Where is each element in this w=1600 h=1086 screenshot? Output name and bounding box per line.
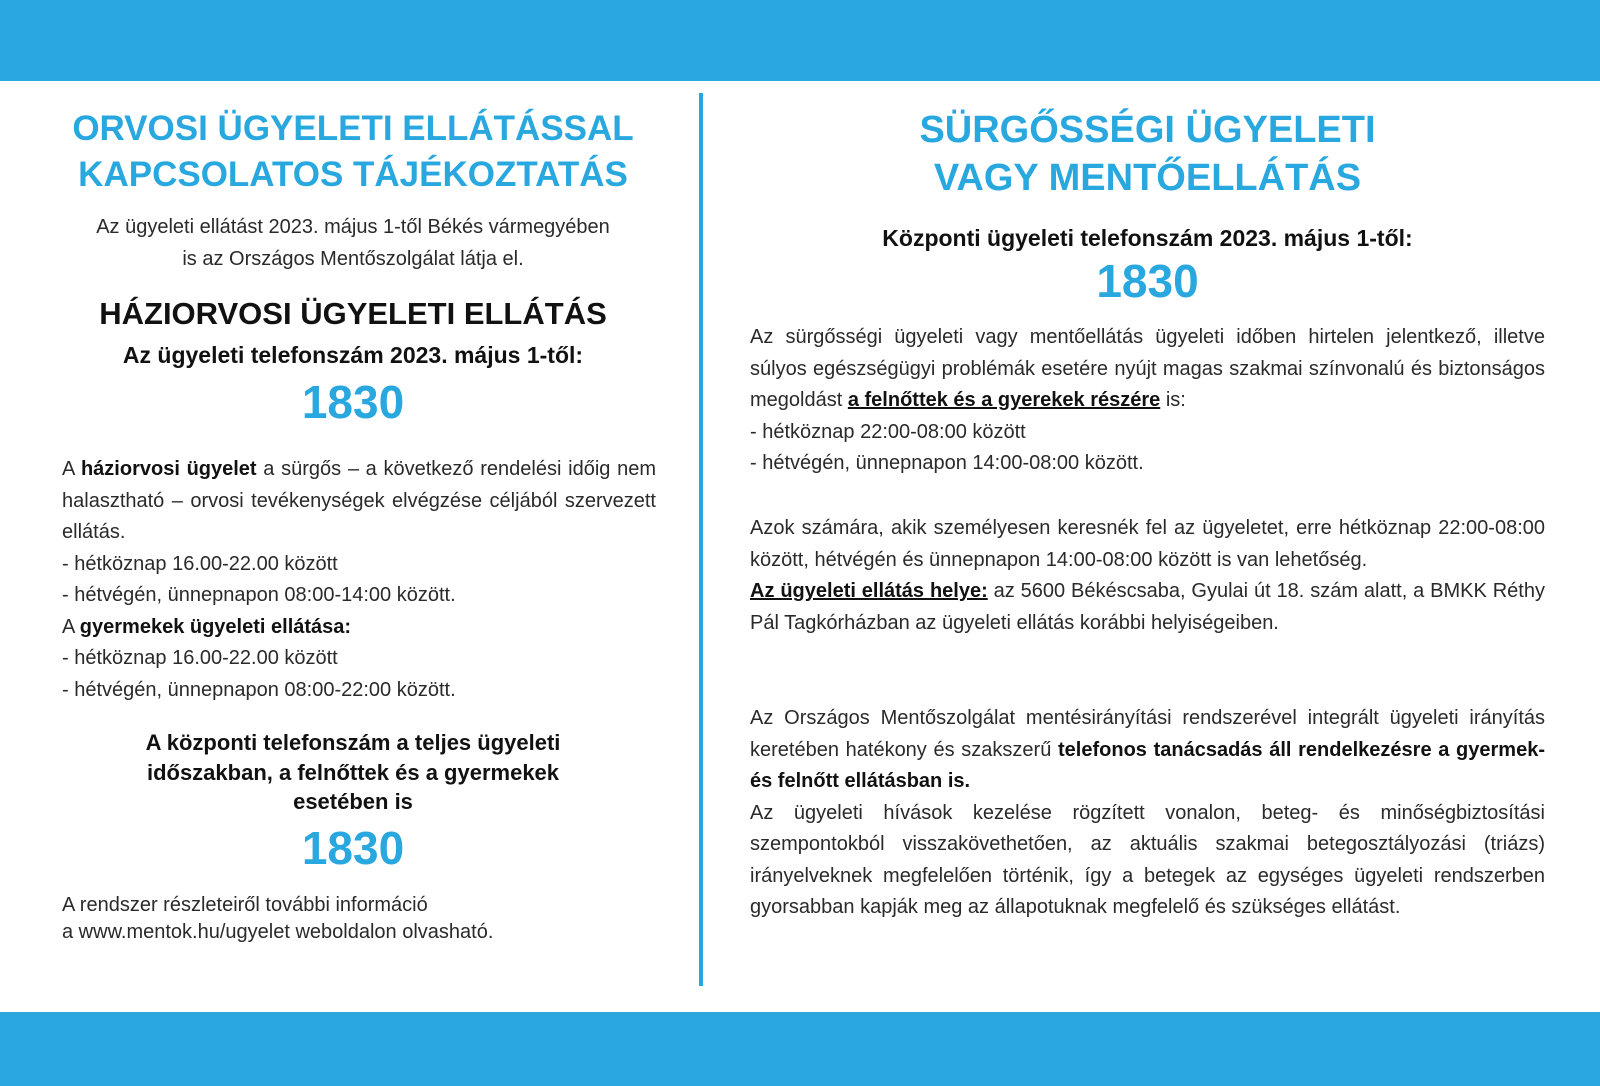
right-title (750, 106, 1545, 202)
right-location: Az ügyeleti ellátás helye: az 5600 Békéscsaba, Gyulai út 18. szám alatt, a BMKK Réthy Pál Tagkórházban az ügyeleti ellátás korábbi helyiségeiben. (750, 580, 1545, 634)
left-phone-number: 1830 (301, 376, 405, 428)
right-phone-heading: Központi ügyeleti telefonszám 2023. május 1-től: (882, 225, 1413, 251)
left-adult-hours-2: - hétvégén, ünnepnapon 08:00-14:00 között. (62, 584, 456, 606)
column-divider (699, 93, 703, 986)
right-phone-number: 1830 (1096, 255, 1199, 307)
left-title-line2: KAPCSOLATOS TÁJÉKOZTATÁS (78, 155, 628, 194)
left-children-heading: A gyermekek ügyeleti ellátása: (62, 615, 352, 638)
right-hours-2: - hétvégén, ünnepnapon 14:00-08:00 között. (750, 452, 1144, 474)
bottom-banner (0, 1012, 1600, 1086)
left-description-bold: háziorvosi ügyelet (80, 458, 257, 480)
top-banner (0, 0, 1600, 81)
left-central-number: 1830 (301, 822, 405, 874)
left-intro-line1: Az ügyeleti ellátást 2023. május 1-től Békés vármegyében (96, 216, 610, 238)
right-call-handling: Az ügyeleti hívások kezelése rögzített vonalon, beteg- és minőségbiztosítási szempontokból visszakövethetően, az aktuális szakmai betegosztályozási (triázs) irányelveknek megfelelően történik, így a betegek az egységes ügyeleti rendszerben gyorsabban kapják meg az állapotuknak megfelelő és szükséges ellátást. (750, 801, 1545, 918)
left-intro-line2: is az Országos Mentőszolgálat látja el. (182, 247, 524, 270)
left-adult-hours-1: - hétköznap 16.00-22.00 között (62, 552, 338, 575)
right-location-label: Az ügyeleti ellátás helye: (750, 580, 988, 602)
left-footer-url-line: a www.mentok.hu/ugyelet weboldalon olvasható. (62, 921, 494, 943)
left-intro (50, 212, 656, 275)
left-title-line1: ORVOSI ÜGYELETI ELLÁTÁSSAL (72, 109, 634, 148)
left-central-info: A központi telefonszám a teljes ügyeleti időszakban, a felnőttek és a gyermekek esetében is (145, 730, 561, 814)
right-description: Az sürgősségi ügyeleti vagy mentőellátás ügyeleti időben hirtelen jelentkező, illetve súlyos egészségügyi problémák esetére nyújt magas szakmai színvonalú és biztonságos megoldást a felnőttek és a gyerekek részére is: - hétköznap 22:00-08:00 között - hétvégén, ünnepnapon 14:00-08:00 között. (750, 322, 1545, 480)
left-description: A háziorvosi ügyelet a sürgős – a következő rendelési időig nem halasztható – orvosi tevékenységek elvégzése céljából szervezett ellátás. - hétköznap 16.00-22.00 között - hétvégén, ünnepnapon 08:00-14:00 között. A gyermekek ügyeleti ellátása: - hétköznap 16.00-22.00 között - hétvégén, ünnepnapon 08:00-22:00 között. (62, 454, 656, 706)
right-advice-bold: telefonos tanácsadás áll rendelkezésre a gyermek- és felnőtt ellátásban is. (750, 738, 1545, 792)
left-section-heading: HÁZIORVOSI ÜGYELETI ELLÁTÁS (99, 296, 607, 331)
right-title-line2: VAGY MENTŐELLÁTÁS (933, 157, 1362, 199)
left-phone-heading: Az ügyeleti telefonszám 2023. május 1-től: (122, 342, 584, 368)
right-walkin-info: Azok számára, akik személyesen keresnék fel az ügyeletet, erre hétköznap 22:00-08:00 között, hétvégén és ünnepnapon 14:00-08:00 között is van lehetőség. Az ügyeleti ellátás helye: az 5600 Békéscsaba, Gyulai út 18. szám alatt, a BMKK Réthy Pál Tagkórházban az ügyeleti ellátás korábbi helyiségeiben. (750, 513, 1545, 639)
right-hours-1: - hétköznap 22:00-08:00 között (750, 420, 1026, 443)
left-children-hours-1: - hétköznap 16.00-22.00 között (62, 647, 338, 669)
left-title (50, 106, 656, 198)
right-audience-underlined: a felnőttek és a gyerekek részére (847, 389, 1161, 411)
left-footer: A rendszer részleteiről további információ a www.mentok.hu/ugyelet weboldalon olvasható. (62, 892, 656, 946)
left-children-hours-2: - hétvégén, ünnepnapon 08:00-22:00 között. (62, 678, 456, 701)
right-title-line1: SÜRGŐSSÉGI ÜGYELETI (919, 109, 1376, 151)
right-phone-advice: Az Országos Mentőszolgálat mentésirányítási rendszerével integrált ügyeleti irányítás keretében hatékony és szakszerű telefonos tanácsadás áll rendelkezésre a gyermek- és felnőtt ellátásban is. Az ügyeleti hívások kezelése rögzített vonalon, beteg- és minőségbiztosítási szempontokból visszakövethetően, az aktuális szakmai betegosztályozási (triázs) irányelveknek megfelelően történik, így a betegek az egységes ügyeleti rendszerben gyorsabban kapják meg az állapotuknak megfelelő és szükséges ellátást. (750, 703, 1545, 924)
